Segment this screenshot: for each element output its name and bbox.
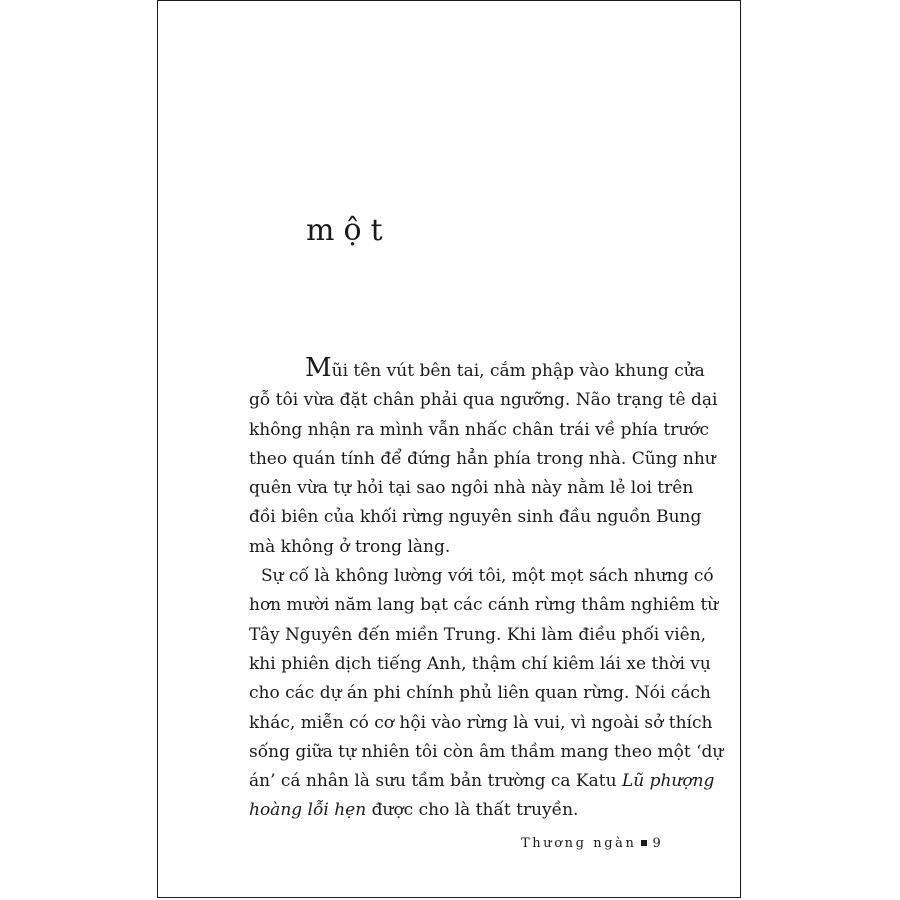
paragraph-1-line-2: gỗ tôi vừa đặt chân phải qua ngưỡng. Não trạng tê dại [249, 390, 718, 411]
paragraph-2-line-9 [249, 796, 669, 825]
paragraph-1-line-6: đồi biên của khối rừng nguyên sinh đầu nguồn Bung [249, 507, 702, 528]
paragraph-2-line-2: hơn mười năm lang bạt các cánh rừng thâm nghiêm từ [249, 595, 719, 616]
paragraph-2-line-8 [249, 767, 715, 796]
book-title-italic: Lũ phượng [621, 771, 715, 792]
body-text [249, 353, 724, 826]
book-title-italic-cont: hoàng lỗi hẹn [249, 800, 367, 821]
paragraph-1 [249, 353, 718, 562]
line-text: được cho là thất truyền. [371, 800, 579, 821]
page-footer [521, 836, 663, 851]
paragraph-1-line-1 [249, 353, 705, 386]
paragraph-1-line-7: mà không ở trong làng. [249, 536, 451, 557]
line-text: án’ cá nhân là sưu tầm bản trường ca Katu [249, 771, 617, 792]
book-page [157, 0, 741, 898]
running-title: Thương ngàn [521, 836, 637, 851]
paragraph-2-line-6: khác, miễn có cơ hội vào rừng là vui, vì ngoài sở thích [249, 712, 713, 733]
paragraph-2 [249, 562, 724, 826]
line-text: ũi tên vút bên tai, cắm phập vào khung cửa [331, 361, 705, 381]
chapter-title: một [306, 213, 392, 248]
paragraph-2-line-1: Sự cố là không lường với tôi, một mọt sách nhưng có [261, 566, 714, 587]
drop-cap: M [305, 353, 332, 383]
paragraph-1-line-3: không nhận ra mình vẫn nhấc chân trái về phía trước [249, 419, 710, 440]
paragraph-2-line-3: Tây Nguyên đến miền Trung. Khi làm điều phối viên, [249, 624, 707, 645]
separator-square-icon [641, 840, 647, 846]
paragraph-1-line-5: quên vừa tự hỏi tại sao ngôi nhà này nằm lẻ loi trên [249, 478, 694, 499]
page-number: 9 [652, 836, 664, 851]
paragraph-1-line-4: theo quán tính để đứng hẳn phía trong nhà. Cũng như [249, 448, 716, 469]
paragraph-2-line-5: cho các dự án phi chính phủ liên quan rừng. Nói cách [249, 683, 711, 704]
paragraph-2-line-7: sống giữa tự nhiên tôi còn âm thầm mang theo một ‘dự [249, 741, 724, 762]
paragraph-2-line-4: khi phiên dịch tiếng Anh, thậm chí kiêm lái xe thời vụ [249, 653, 711, 674]
